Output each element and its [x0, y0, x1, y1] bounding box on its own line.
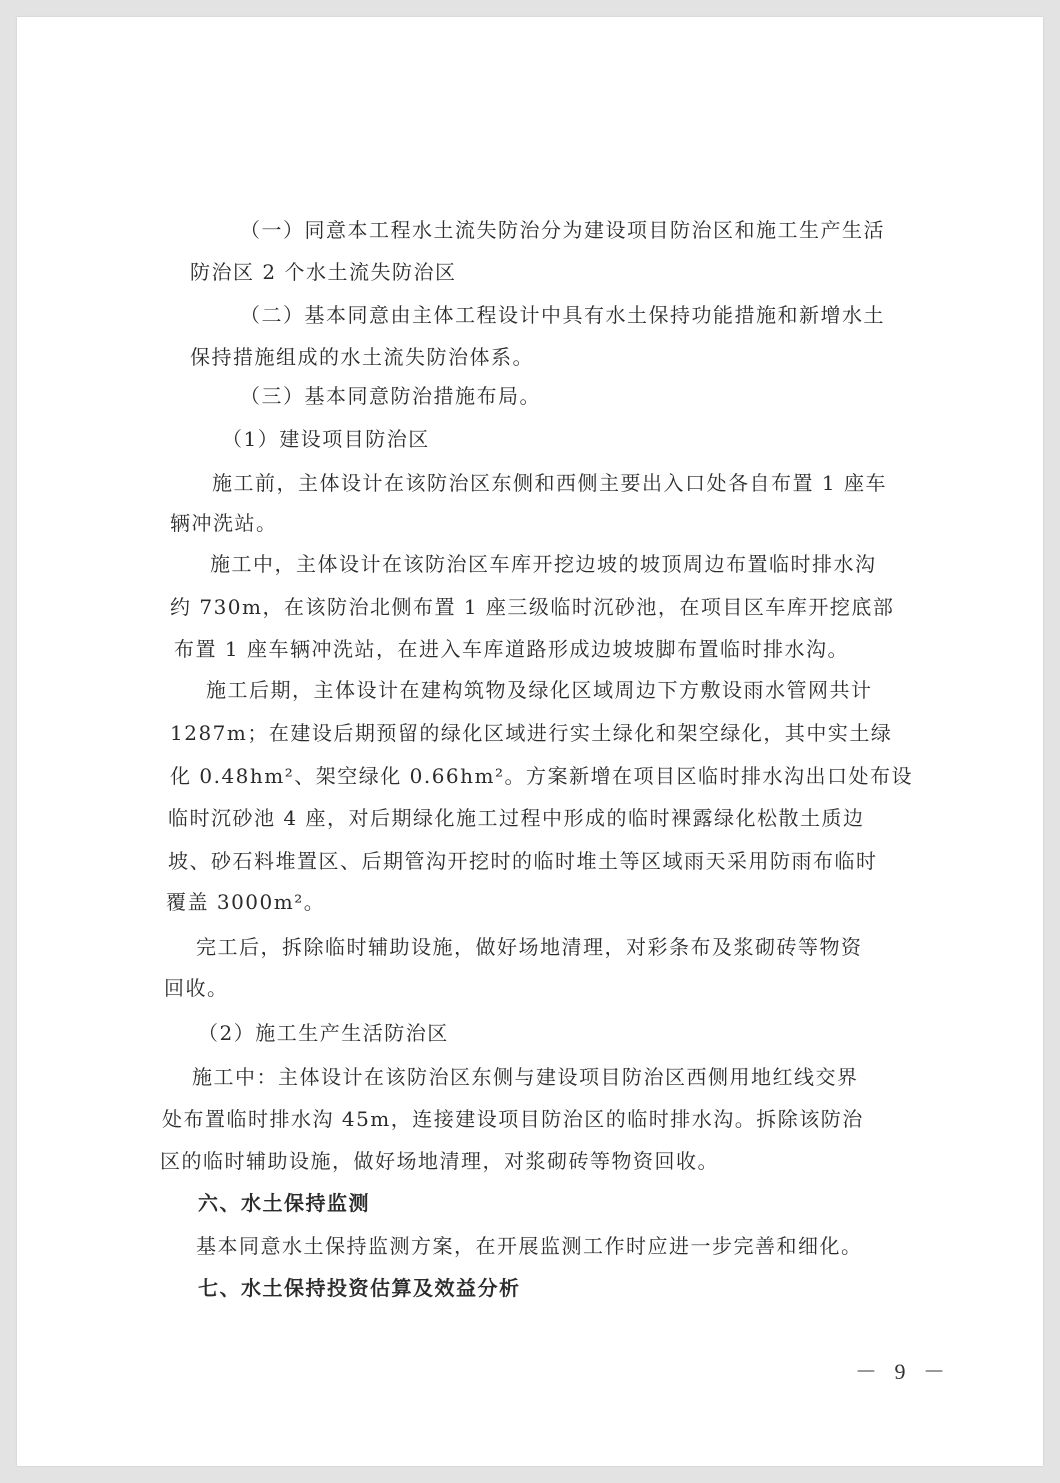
text-line: 施工中，主体设计在该防治区车库开挖边坡的坡顶周边布置临时排水沟	[210, 552, 877, 576]
section-heading: 六、水土保持监测	[198, 1191, 370, 1215]
text-line: 布置 1 座车辆冲洗站，在进入车库道路形成边坡坡脚布置临时排水沟。	[174, 637, 849, 661]
text-line: 施工前，主体设计在该防治区东侧和西侧主要出入口处各自布置 1 座车	[212, 471, 887, 495]
text-line: 化 0.48hm²、架空绿化 0.66hm²。方案新增在项目区临时排水沟出口处布设	[170, 764, 914, 788]
text-line: 防治区 2 个水土流失防治区	[190, 260, 457, 284]
section-heading: 七、水土保持投资估算及效益分析	[198, 1276, 521, 1300]
text-line: 区的临时辅助设施，做好场地清理，对浆砌砖等物资回收。	[160, 1149, 719, 1173]
text-line: 临时沉砂池 4 座，对后期绿化施工过程中形成的临时裸露绿化松散土质边	[168, 806, 865, 830]
text-line: （一）同意本工程水土流失防治分为建设项目防治区和施工生产生活	[240, 218, 885, 242]
text-line: 基本同意水土保持监测方案，在开展监测工作时应进一步完善和细化。	[196, 1234, 863, 1258]
text-line: （2）施工生产生活防治区	[198, 1021, 449, 1045]
text-line: 约 730m，在该防治北侧布置 1 座三级临时沉砂池，在项目区车库开挖底部	[170, 595, 895, 619]
text-line: （三）基本同意防治措施布局。	[240, 384, 541, 408]
document-page	[17, 17, 1043, 1466]
text-line: 处布置临时排水沟 45m，连接建设项目防治区的临时排水沟。拆除该防治	[162, 1107, 864, 1131]
text-line: 1287m；在建设后期预留的绿化区域进行实土绿化和架空绿化，其中实土绿	[170, 721, 893, 745]
text-line: 坡、砂石料堆置区、后期管沟开挖时的临时堆土等区域雨天采用防雨布临时	[168, 849, 878, 873]
page-number: － 9 －	[855, 1359, 952, 1384]
text-line: 施工中：主体设计在该防治区东侧与建设项目防治区西侧用地红线交界	[192, 1065, 859, 1089]
text-line: 辆冲洗站。	[170, 511, 278, 535]
text-line: （1）建设项目防治区	[222, 427, 430, 451]
text-line: 保持措施组成的水土流失防治体系。	[190, 345, 534, 369]
text-line: 覆盖 3000m²。	[166, 890, 326, 914]
text-line: 完工后，拆除临时辅助设施，做好场地清理，对彩条布及浆砌砖等物资	[196, 935, 863, 959]
text-line: 回收。	[164, 976, 229, 1000]
text-line: （二）基本同意由主体工程设计中具有水土保持功能措施和新增水土	[240, 303, 885, 327]
text-line: 施工后期，主体设计在建构筑物及绿化区域周边下方敷设雨水管网共计	[206, 678, 873, 702]
